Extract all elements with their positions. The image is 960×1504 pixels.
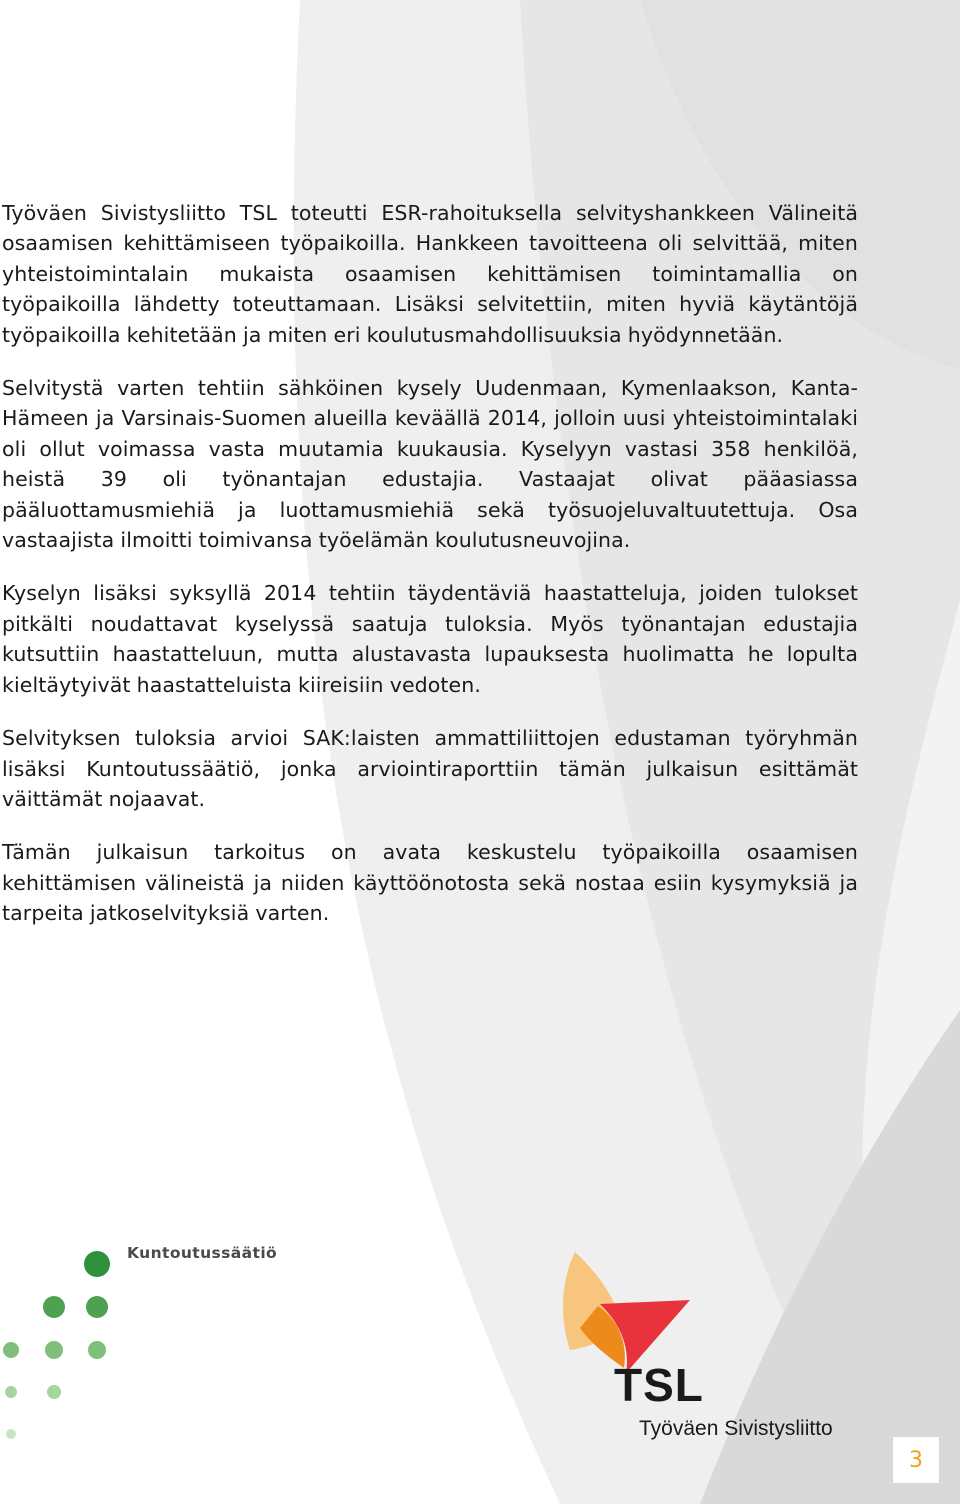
article-body — [2, 198, 858, 952]
paragraph-3: Kyselyn lisäksi syksyllä 2014 tehtiin täydentäviä haastatteluja, joiden tulokset pitkälti noudattavat kyselyssä saatuja tuloksia. Myös työnantajan edustajia kutsuttiin haastatteluun, mutta alustavasta lupauksesta huolimatta he lopulta kieltäytyivät haastatteluista kiireisiin vedoten. — [2, 581, 858, 697]
tsl-logo-mark — [540, 1245, 700, 1375]
paragraph-1: Työväen Sivistysliitto TSL toteutti ESR-rahoituksella selvityshankkeen Välineitä osaamisen kehittämiseen työpaikoilla. Hankkeen tavoitteena oli selvittää, miten yhteistoimintalain mukaista osaamisen kehittämisen toimintamallia on työpaikoilla lähdetty toteuttamaan. Lisäksi selvitettiin, miten hyviä käytäntöjä työpaikoilla kehitetään ja miten eri koulutusmahdollisuuksia hyödynnetään. — [2, 201, 858, 347]
paragraph-2: Selvitystä varten tehtiin sähköinen kysely Uudenmaan, Kymenlaakson, Kanta-Hämeen ja Varsinais-Suomen alueilla keväällä 2014, jolloin uusi yhteistoimintalaki oli ollut voimassa vasta muutamia kuukausia. Kyselyyn vastasi 358 henkilöä, heistä 39 oli työnantajan edustajia. Vastaajat olivat pääasiassa pääluottamusmiehiä ja luottamusmiehiä sekä työsuojeluvaltuutettuja. Osa vastaajista ilmoitti toimivansa työelämän koulutusneuvojina. — [2, 376, 858, 553]
kuntoutussaatio-logo — [0, 1240, 300, 1450]
logo-dot — [43, 1296, 65, 1318]
logo-dot — [45, 1341, 63, 1359]
tsl-full-name: Työväen Sivistysliitto — [639, 1417, 833, 1440]
logo-dot — [3, 1342, 19, 1358]
logo-dot — [47, 1385, 61, 1399]
page-number: 3 — [893, 1437, 939, 1483]
paragraph-4: Selvityksen tuloksia arvioi SAK:laisten ammattiliittojen edustaman työryhmän lisäksi Kuntoutussäätiö, jonka arviointiraporttiin tämän julkaisun esittämät väittämät nojaavat. — [2, 726, 858, 811]
logo-dot — [84, 1251, 110, 1277]
logo-dot — [86, 1296, 108, 1318]
logo-dot — [88, 1341, 106, 1359]
tsl-wordmark: TSL — [614, 1359, 704, 1411]
logo-dot — [6, 1429, 16, 1439]
paragraph-5: Tämän julkaisun tarkoitus on avata keskustelu työpaikoilla osaamisen kehittämisen välineistä ja niiden käyttöönotosta sekä nostaa esiin kysymyksiä ja tarpeita jatkoselvityksiä varten. — [2, 840, 858, 926]
logo-dot — [5, 1386, 17, 1398]
kuntoutussaatio-wordmark: Kuntoutussäätiö — [127, 1244, 278, 1262]
